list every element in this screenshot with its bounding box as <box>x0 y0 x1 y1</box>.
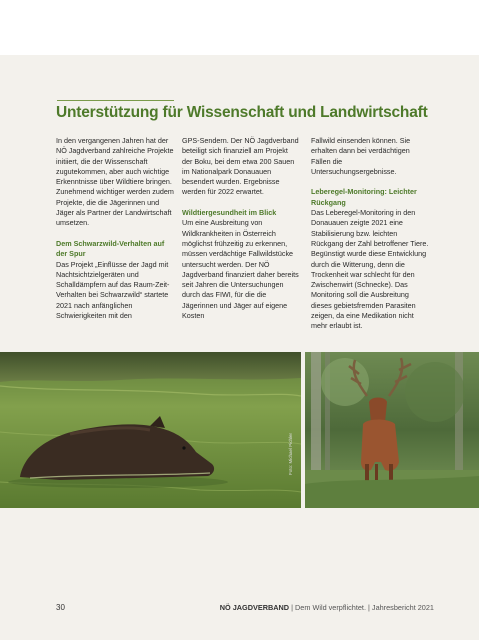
wild-boar-photo <box>0 352 301 508</box>
footer-tagline: | Dem Wild verpflichtet. | Jahresbericht 2021 <box>289 603 434 612</box>
text-column-3 <box>311 136 429 332</box>
intro-paragraph: In den vergangenen Jahren hat der NÖ Jagdverband zahlreiche Projekte initiiert, die der Wissenschaft zugutekommen, aber auch wichtige Erkenntnisse über Wildtiere bringen. Zunehmend wichtiger werden zudem Projekte, die die Jägerinnen und Jäger als Partner der Landwirtschaft umsetzen. <box>56 136 174 228</box>
section-heading: Unterstützung für Wissenschaft und Landwirtschaft <box>56 104 428 121</box>
subheading-wildtiergesundheit: Wildtiergesundheit im Blick <box>182 208 277 218</box>
text-column-1 <box>56 136 174 321</box>
fallwild-paragraph: Fallwild einsenden können. Sie erhalten dann bei verdächtigen Fällen die Untersuchungsergebnisse. <box>311 136 411 176</box>
subheading-leberegel: Leberegel-Monitoring: Leichter Rückgang <box>311 187 417 207</box>
page-number: 30 <box>56 603 65 612</box>
footer-brand-name: NÖ JAGDVERBAND <box>219 603 290 612</box>
footer-brand <box>220 603 434 612</box>
photo-credit: Foto: Michael Pichler <box>288 432 293 475</box>
wildtiergesundheit-paragraph: Um eine Ausbreitung von Wildkrankheiten in Österreich möglichst frühzeitig zu erkennen, müssen verdächtige Fallwildstücke untersucht werden. Der NÖ Jagdverband finanziert daher bereits seit Jahren die Untersuchungen durch das FIWI, für die die Jägerinnen und Jäger auf eigene Kosten <box>182 218 299 321</box>
red-deer-photo <box>305 352 479 508</box>
subheading-schwarzwild: Dem Schwarzwild-Verhalten auf der Spur <box>56 238 165 259</box>
heading-rule <box>57 100 174 101</box>
schwarzwild-paragraph: Das Projekt „Einflüsse der Jagd mit Nachtsichtzielgeräten und Schalldämpfern auf das Raum-Zeit-Verhalten bei Schwarzwild“ startete 2021 nach anfänglichen Schwierigkeiten mit den <box>56 259 170 321</box>
gps-paragraph: GPS-Sendern. Der NÖ Jagdverband beteiligt sich finanziell am Projekt der Boku, bei dem etwa 200 Sauen im Nationalpark Donauauen besendert wurden. Ergebnisse werden für 2022 erwartet. <box>182 136 299 197</box>
leberegel-paragraph: Das Leberegel-Monitoring in den Donauauen zeigte 2021 eine Stabilisierung bzw. leichten Rückgang der Zahl betroffener Tiere. Begünstigt wurde diese Entwicklung durch die Witterung, denn die Trockenheit war schlecht für den Zwischenwirt (Schnecke). Das Monitoring soll die Ausbreitung dieses gebietsfremden Parasiten zeigen, da eine Medikation nicht mehr erlaubt ist. <box>311 208 429 331</box>
text-column-2 <box>182 136 300 321</box>
